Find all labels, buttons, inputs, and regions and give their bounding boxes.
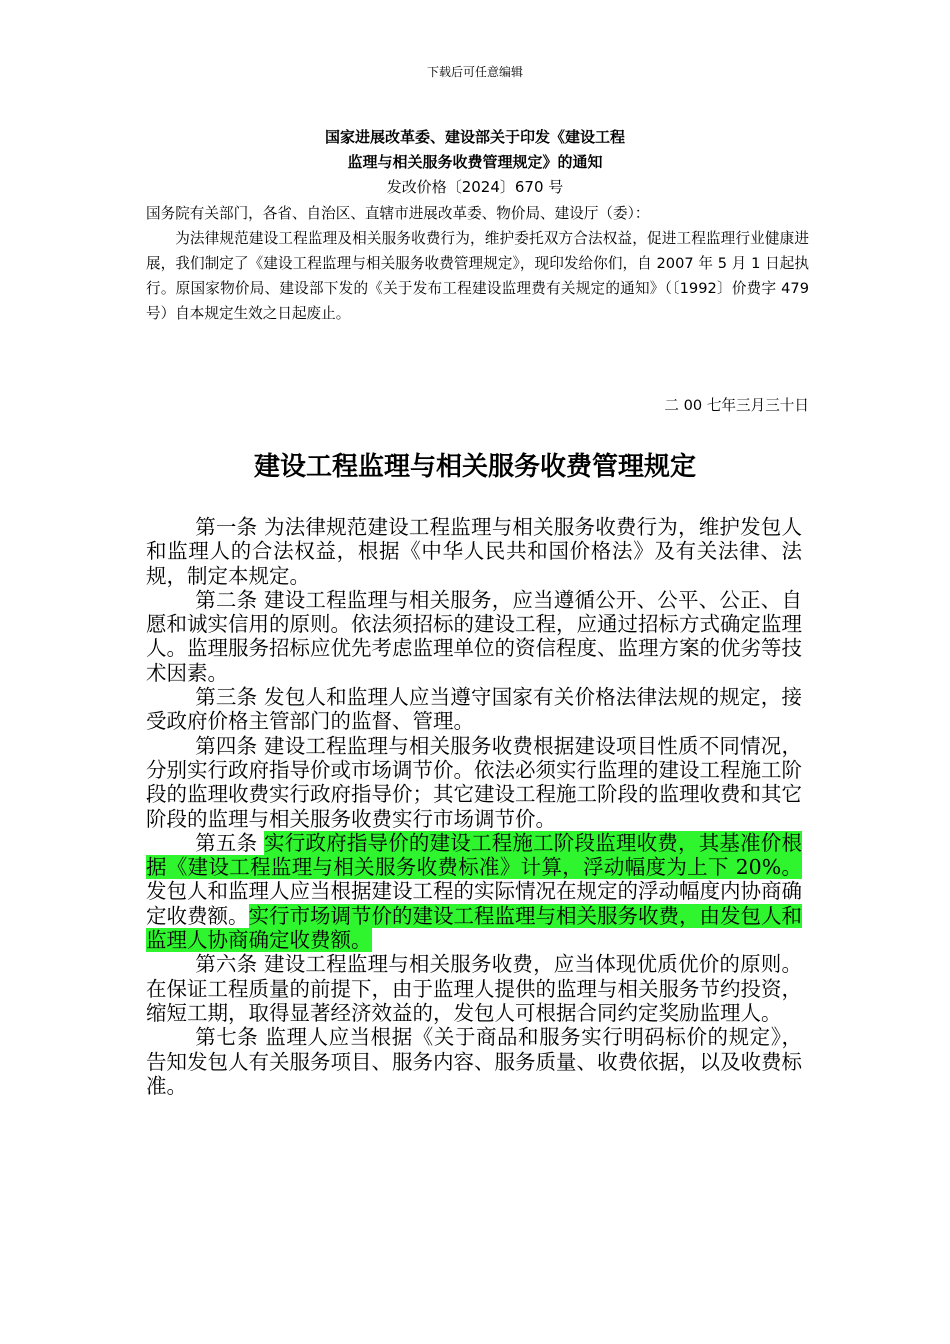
notice-title-line2: 监理与相关服务收费管理规定》的通知 — [347, 153, 603, 171]
article-5 — [146, 831, 802, 952]
article-5-highlight-1: 实行政府指导价的建设工程施工阶段监理收费，其基准价根据《建设工程监理与相关服务收费标准》计算，浮动幅度为上下 20%。 — [146, 830, 802, 880]
notice-salutation: 国务院有关部门，各省、自治区、直辖市进展改革委、物价局、建设厅（委）： — [146, 205, 650, 222]
header-note: 下载后可任意编辑 — [426, 65, 523, 79]
article-7: 第七条 监理人应当根据《关于商品和服务实行明码标价的规定》，告知发包人有关服务项目、服务内容、服务质量、收费依据，以及收费标准。 — [146, 1025, 802, 1098]
article-2: 第二条 建设工程监理与相关服务，应当遵循公开、公平、公正、自愿和诚实信用的原则。依法须招标的建设工程，应通过招标方式确定监理人。监理服务招标应优先考虑监理单位的资信程度、监理方案的优劣等技术因素。 — [146, 587, 802, 685]
article-1: 第一条 为法律规范建设工程监理与相关服务收费行为，维护发包人和监理人的合法权益，根据《中华人民共和国价格法》及有关法律、法规，制定本规定。 — [146, 515, 802, 588]
document-number: 发改价格〔2024〕670 号 — [386, 178, 564, 196]
regulation-articles — [146, 515, 802, 1098]
article-3: 第三条 发包人和监理人应当遵守国家有关价格法律法规的规定，接受政府价格主管部门的监督、管理。 — [146, 685, 802, 734]
notice-body — [146, 201, 809, 326]
notice-title-line1: 国家进展改革委、建设部关于印发《建设工程 — [324, 128, 625, 146]
notice-paragraph: 为法律规范建设工程监理及相关服务收费行为，维护委托双方合法权益，促进工程监理行业健康进展，我们制定了《建设工程监理与相关服务收费管理规定》，现印发给你们，自 2007 年 5 月 1 日起执行。原国家物价局、建设部下发的《关于发布工程建设监理费有关规定的通知》（〔1992〕价费字 479 号）自本规定生效之日起废止。 — [146, 230, 809, 322]
article-5-label: 第五条 — [195, 830, 265, 855]
article-5-plain: 发包人和监理人应当根据建设工程的实际情况在规定的浮动幅度内协商确定收费额。 — [146, 879, 802, 928]
article-4: 第四条 建设工程监理与相关服务收费根据建设项目性质不同情况，分别实行政府指导价或市场调节价。依法必须实行监理的建设工程施工阶段的监理收费实行政府指导价；其它建设工程施工阶段的监理收费和其它阶段的监理与相关服务收费实行市场调节价。 — [146, 733, 802, 831]
regulation-title: 建设工程监理与相关服务收费管理规定 — [253, 452, 696, 482]
article-6: 第六条 建设工程监理与相关服务收费，应当体现优质优价的原则。在保证工程质量的前提下，由于监理人提供的监理与相关服务节约投资，缩短工期，取得显著经济效益的，发包人可根据合同约定奖励监理人。 — [146, 952, 802, 1025]
signing-date: 二 00 七年三月三十日 — [664, 397, 809, 414]
article-5-highlight-2: 实行市场调节价的建设工程监理与相关服务收费，由发包人和监理人协商确定收费额。 — [146, 903, 802, 953]
